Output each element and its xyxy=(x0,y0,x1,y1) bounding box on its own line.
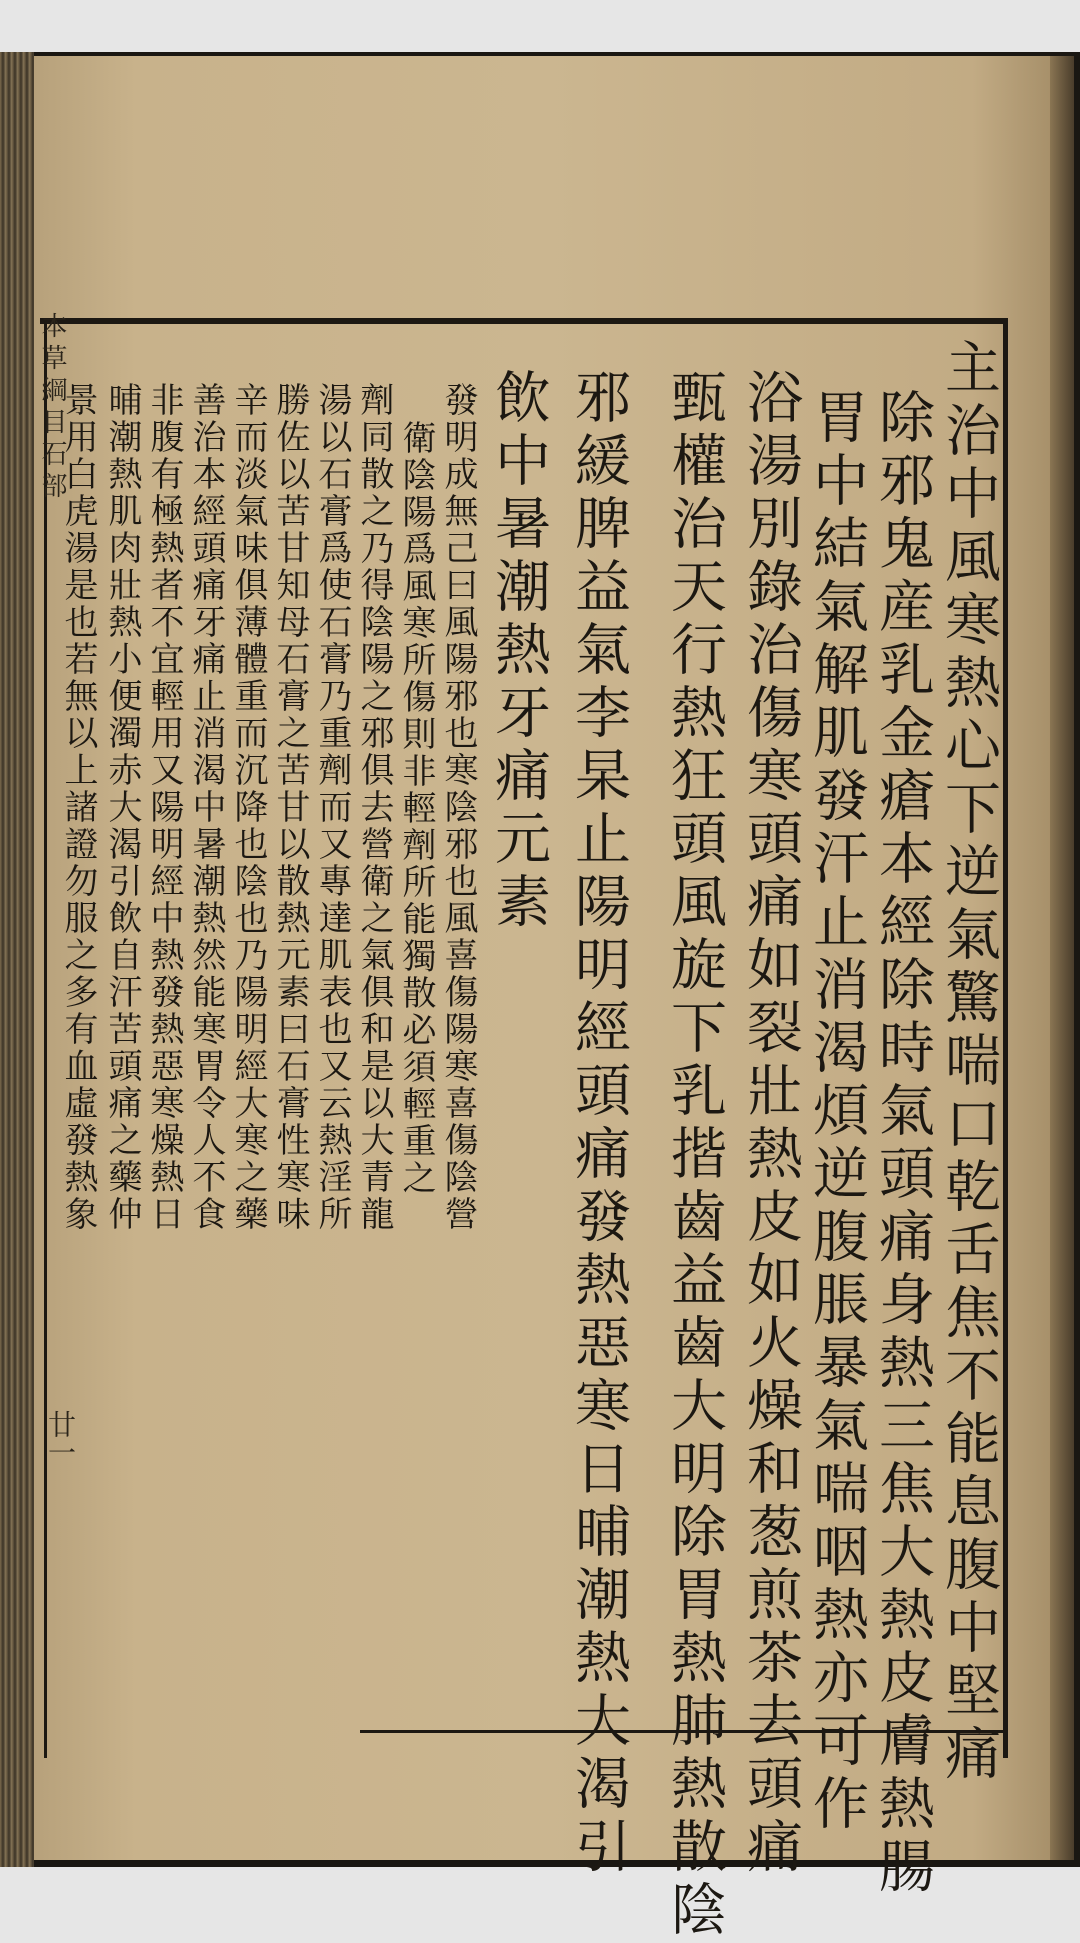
frame-left-line xyxy=(44,318,47,1758)
text-column-2: 除邪鬼産乳金瘡本經除時氣頭痛身熱三焦大熱皮膚熱腸 xyxy=(870,388,935,1900)
text-column-13: 辛而淡氣味俱薄體重而沉降也陰也乃陽明經大寒之藥 xyxy=(228,382,268,1233)
folio-number: 廿一 xyxy=(44,1410,77,1466)
book-right-edge xyxy=(1050,56,1074,1860)
text-column-3: 胃中結氣解肌發汗止消渴煩逆腹脹暴氣喘咽熱亦可作 xyxy=(804,388,869,1837)
text-column-9: 衛陰陽爲風寒所傷則非輕劑所能獨散必須輕重之 xyxy=(396,420,436,1197)
spine-title: 本草綱目石部 xyxy=(37,312,67,504)
book-page-edges xyxy=(0,52,34,1867)
text-column-16: 晡潮熱肌肉壯熱小便濁赤大渴引飲自汗苦頭痛之藥仲 xyxy=(102,382,142,1233)
text-column-6: 邪緩脾益氣李杲止陽明經頭痛發熱惡寒日晡潮熱大渴引 xyxy=(566,368,631,1880)
text-column-5: 甄權治天行熱狂頭風旋下乳揩齒益齒大明除胃熱肺熱散陰 xyxy=(662,368,727,1943)
text-column-7: 飲中暑潮熱牙痛元素 xyxy=(486,368,551,935)
text-column-14: 善治本經頭痛牙痛止消渴中暑潮熱然能寒胃令人不食 xyxy=(186,382,226,1233)
text-column-8: 發明成無己曰風陽邪也寒陰邪也風喜傷陽寒喜傷陰營 xyxy=(438,382,478,1233)
text-column-10: 劑同散之乃得陰陽之邪俱去營衛之氣俱和是以大青龍 xyxy=(354,382,394,1233)
text-column-17: 景用白虎湯是也若無以上諸證勿服之多有血虛發熱象 xyxy=(58,382,98,1233)
frame-right-line xyxy=(1003,318,1008,1758)
text-column-4: 浴湯別錄治傷寒頭痛如裂壯熱皮如火燥和葱煎茶去頭痛 xyxy=(738,368,803,1880)
text-column-11: 湯以石膏爲使石膏乃重劑而又專達肌表也又云熱淫所 xyxy=(312,382,352,1233)
text-column-1: 主治中風寒熱心下逆氣驚喘口乾舌焦不能息腹中堅痛 xyxy=(936,338,1001,1787)
text-column-15: 非腹有極熱者不宜輕用又陽明經中熱發熱惡寒燥熱日 xyxy=(144,382,184,1233)
frame-top-line xyxy=(40,318,1005,324)
text-column-12: 勝佐以苦甘知母石膏之苦甘以散熱元素曰石膏性寒味 xyxy=(270,382,310,1233)
